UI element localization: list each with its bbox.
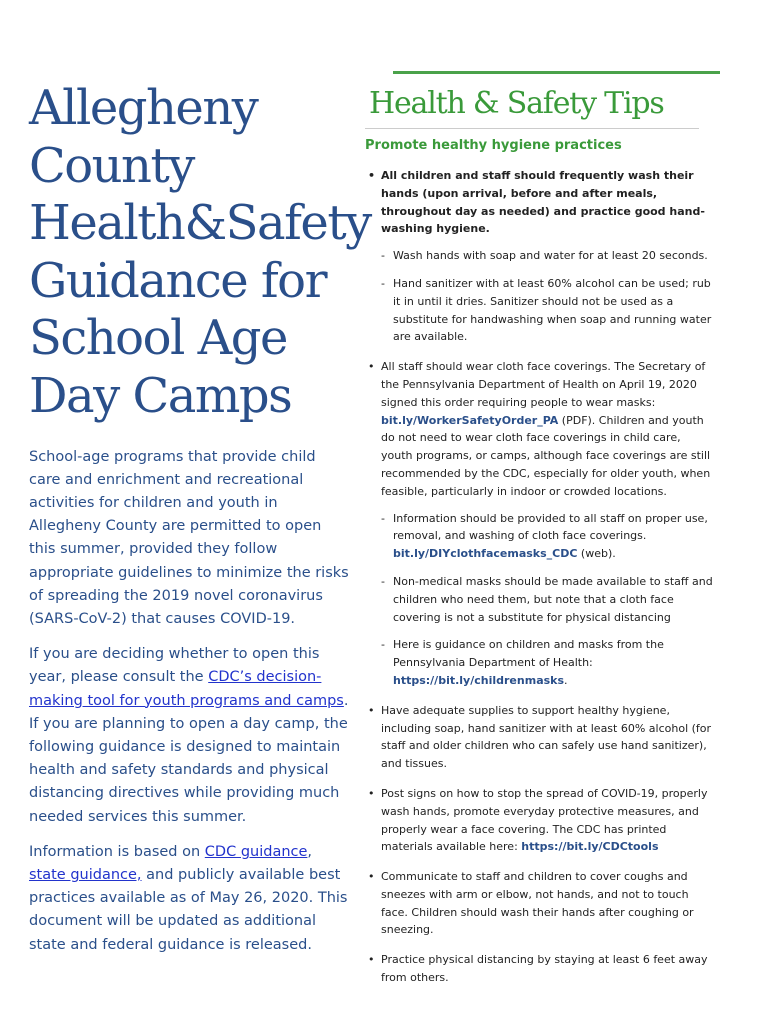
- text-run: If you are deciding whether to open this year, please consult the: [29, 646, 320, 686]
- title-line: Day Camps: [29, 367, 292, 424]
- text-run: . If you are planning to open a day camp, the following guidance is designed to maintain health and safety standards and physical distancing directives while providing much needed services this summer.: [29, 692, 349, 825]
- sub-item: [381, 510, 715, 563]
- list-item: • Communicate to staff and children to cover coughs and sneezes with arm or elbow, not hands, and not to touch face. Children should wash their hands after coughing or sneezing.: [365, 868, 715, 939]
- document-title: [29, 80, 371, 426]
- diy-masks-link[interactable]: bit.ly/DIYclothfacemasks_CDC: [393, 547, 578, 561]
- title-line: Guidance for: [29, 252, 327, 309]
- cdc-guidance-link[interactable]: CDC guidance: [204, 843, 308, 860]
- sub-item: [381, 636, 715, 689]
- title-line: School Age: [29, 310, 287, 367]
- right-column: [365, 84, 715, 999]
- divider: [365, 128, 699, 129]
- text-run: (web).: [577, 547, 616, 561]
- section-title: Health & Safety Tips: [369, 86, 664, 121]
- intro-paragraph-2: [29, 643, 351, 829]
- list-item: [365, 167, 715, 346]
- list-item: [365, 358, 715, 690]
- intro-paragraph-1: School-age programs that provide child care and enrichment and recreational activities for children and youth in Allegheny County are permitted to open this summer, provided they follow appropriate guidelines to minimize the risks of spreading the 2019 novel coronavirus (SARS-CoV-2) that causes COVID-19.: [29, 448, 349, 627]
- bullet-text: (PDF). Children and youth do not need to wear cloth face coverings in child care, youth programs, or camps, although face coverings are still recommended by the CDC, especially for older youth, when feasible, particularly in indoor or crowded locations.: [381, 413, 711, 498]
- title-line: Allegheny: [29, 80, 258, 136]
- cdc-decision-tool-link[interactable]: CDC’s decision-making tool for youth programs and camps: [29, 669, 344, 709]
- subheading: Promote healthy hygiene practices: [365, 138, 622, 153]
- list-item: • Have adequate supplies to support healthy hygiene, including soap, hand sanitizer with at least 60% alcohol (for staff and older children who can safely use hand sanitizer), and tissues.: [365, 702, 715, 773]
- worker-safety-order-link[interactable]: bit.ly/WorkerSafetyOrder_PA: [381, 413, 559, 427]
- sub-item: - Hand sanitizer with at least 60% alcohol can be used; rub it in until it dries. Sanitizer should not be used as a substitute for handwashing when soap and running water are available.: [381, 275, 715, 346]
- intro-paragraph-3: [29, 841, 351, 957]
- title-line: County: [29, 137, 194, 194]
- text-run: and publicly available best practices available as of May 26, 2020. This document will be updated as additional state and federal guidance is released.: [29, 867, 348, 953]
- list-item: [365, 785, 715, 856]
- bullet-text: All staff should wear cloth face coverings. The Secretary of the Pennsylvania Department of Health on April 19, 2020 signed this order requiring people to wear masks:: [381, 360, 706, 409]
- bullet-text: All children and staff should frequently wash their hands (upon arrival, before and after meals, throughout day as needed) and practice good hand-washing hygiene.: [381, 169, 705, 236]
- state-guidance-link[interactable]: state guidance,: [29, 867, 142, 884]
- title-line: Health&Safety: [29, 195, 371, 252]
- top-accent-rule: [393, 71, 720, 74]
- list-item: • Practice physical distancing by staying at least 6 feet away from others.: [365, 951, 715, 987]
- text-run: .: [564, 673, 568, 687]
- text-run: Information is based on: [29, 843, 205, 860]
- sub-list: [381, 510, 715, 690]
- sub-list: [381, 247, 715, 346]
- cdc-tools-link[interactable]: https://bit.ly/CDCtools: [521, 840, 659, 854]
- sub-item: - Non-medical masks should be made available to staff and children who need them, but note that a cloth face covering is not a substitute for physical distancing: [381, 573, 715, 626]
- text-run: Information should be provided to all staff on proper use, removal, and washing of cloth face coverings.: [393, 511, 708, 543]
- text-run: ,: [307, 843, 313, 860]
- left-column: [29, 80, 371, 969]
- tips-list: [365, 167, 715, 987]
- intro-text: [29, 446, 351, 957]
- bullet-text: Post signs on how to stop the spread of COVID-19, properly wash hands, promote everyday protective measures, and properly wear a face covering. The CDC has printed materials available here:: [381, 786, 708, 854]
- text-run: Here is guidance on children and masks from the Pennsylvania Department of Health:: [393, 638, 664, 670]
- children-masks-link[interactable]: https://bit.ly/childrenmasks: [393, 673, 565, 687]
- sub-item: - Wash hands with soap and water for at least 20 seconds.: [381, 247, 715, 265]
